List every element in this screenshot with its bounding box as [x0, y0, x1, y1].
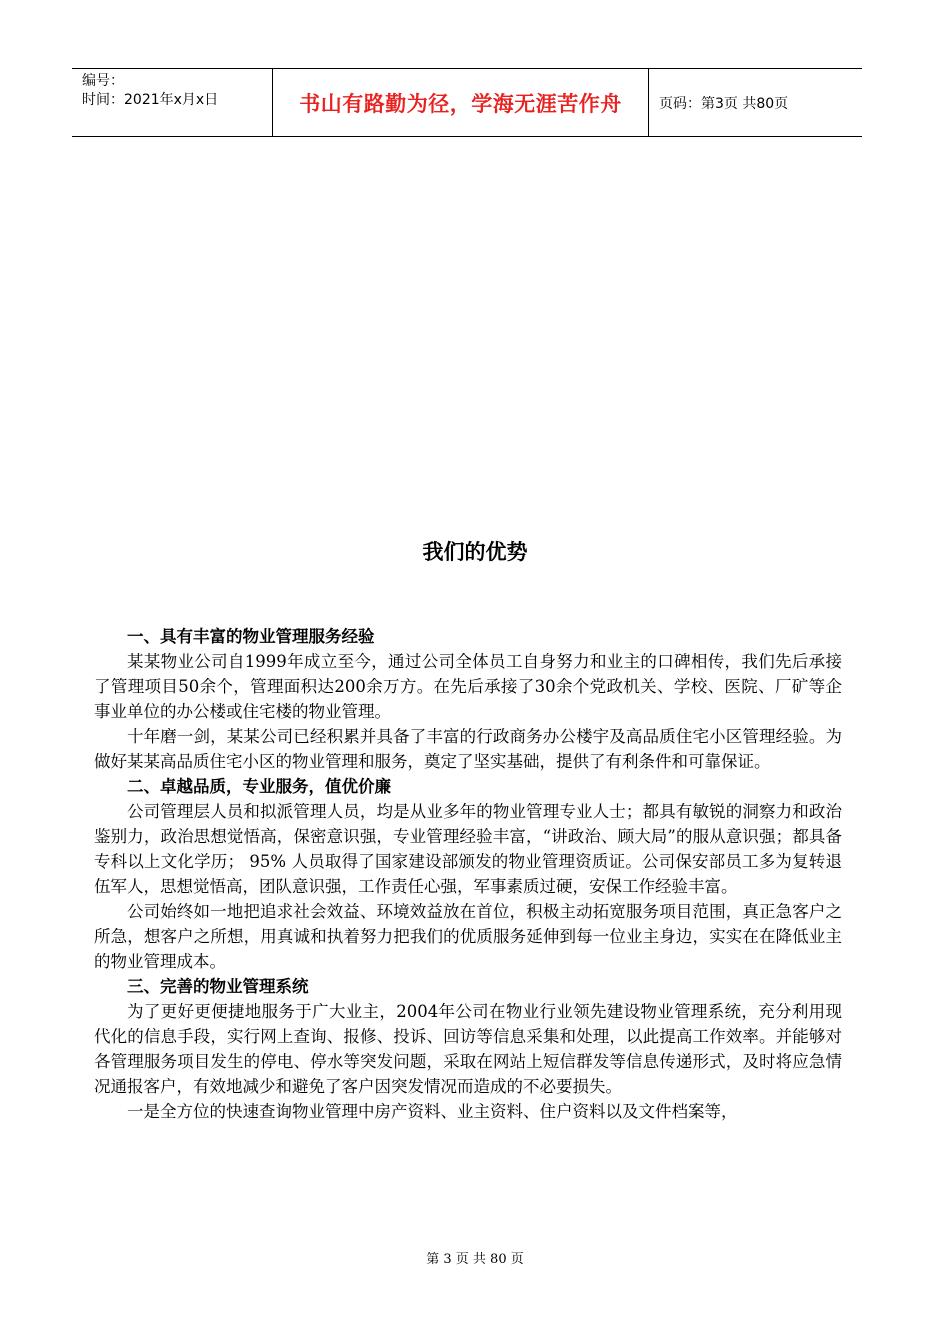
- section-heading: 一、具有丰富的物业管理服务经验: [127, 627, 375, 646]
- document-number-label: 编号：: [82, 73, 124, 89]
- section-heading: 二、卓越品质，专业服务，值优价廉: [127, 777, 391, 796]
- document-date: 时间：2021年x月x日: [82, 92, 219, 108]
- header-table: [72, 68, 862, 137]
- paragraph: 一是全方位的快速查询物业管理中房产资料、业主资料、住户资料以及文件档案等，: [127, 1102, 738, 1121]
- section-heading: 三、完善的物业管理系统: [127, 977, 309, 996]
- document-title: 我们的优势: [422, 540, 528, 564]
- page-footer: 第 3 页 共 80 页: [426, 1252, 524, 1267]
- paragraph: 公司始终如一地把追求社会效益、环境效益放在首位，积极主动拓宽服务项目范围，真正急客户之所急，想客户之所想，用真诚和执着努力把我们的优质服务延伸到每一位业主身边，实实在在降低业主的物业管理成本。: [94, 902, 842, 971]
- paragraph: 某某物业公司自1999年成立至今，通过公司全体员工自身努力和业主的口碑相传，我们先后承接了管理项目50余个，管理面积达200余万方。在先后承接了30余个党政机关、学校、医院、厂矿等企事业单位的办公楼或住宅楼的物业管理。: [94, 652, 842, 721]
- header-motto: 书山有路勤为径，学海无涯苦作舟: [273, 69, 649, 136]
- paragraph: 公司管理层人员和拟派管理人员，均是从业多年的物业管理专业人士；都具有敏锐的洞察力和政治鉴别力，政治思想觉悟高，保密意识强，专业管理经验丰富，“讲政治、顾大局”的服从意识强；都具备专科以上文化学历； 95% 人员取得了国家建设部颁发的物业管理资质证。公司保安部员工多为复转退伍军人，思想觉悟高，团队意识强，工作责任心强，军事素质过硬，安保工作经验丰富。: [94, 802, 842, 896]
- paragraph: 为了更好更便捷地服务于广大业主，2004年公司在物业行业领先建设物业管理系统，充分利用现代化的信息手段，实行网上查询、报修、投诉、回访等信息采集和处理，以此提高工作效率。并能够对各管理服务项目发生的停电、停水等突发问题，采取在网站上短信群发等信息传递形式，及时将应急情况通报客户，有效地减少和避免了客户因突发情况而造成的不必要损失。: [94, 1002, 842, 1096]
- document-body: [94, 624, 842, 1124]
- paragraph: 十年磨一剑，某某公司已经积累并具备了丰富的行政商务办公楼宇及高品质住宅小区管理经验。为做好某某高品质住宅小区的物业管理和服务，奠定了坚实基础，提供了有利条件和可靠保证。: [94, 727, 842, 771]
- header-meta: [72, 69, 273, 136]
- header-page-info: 页码：第3页 共80页: [659, 95, 789, 112]
